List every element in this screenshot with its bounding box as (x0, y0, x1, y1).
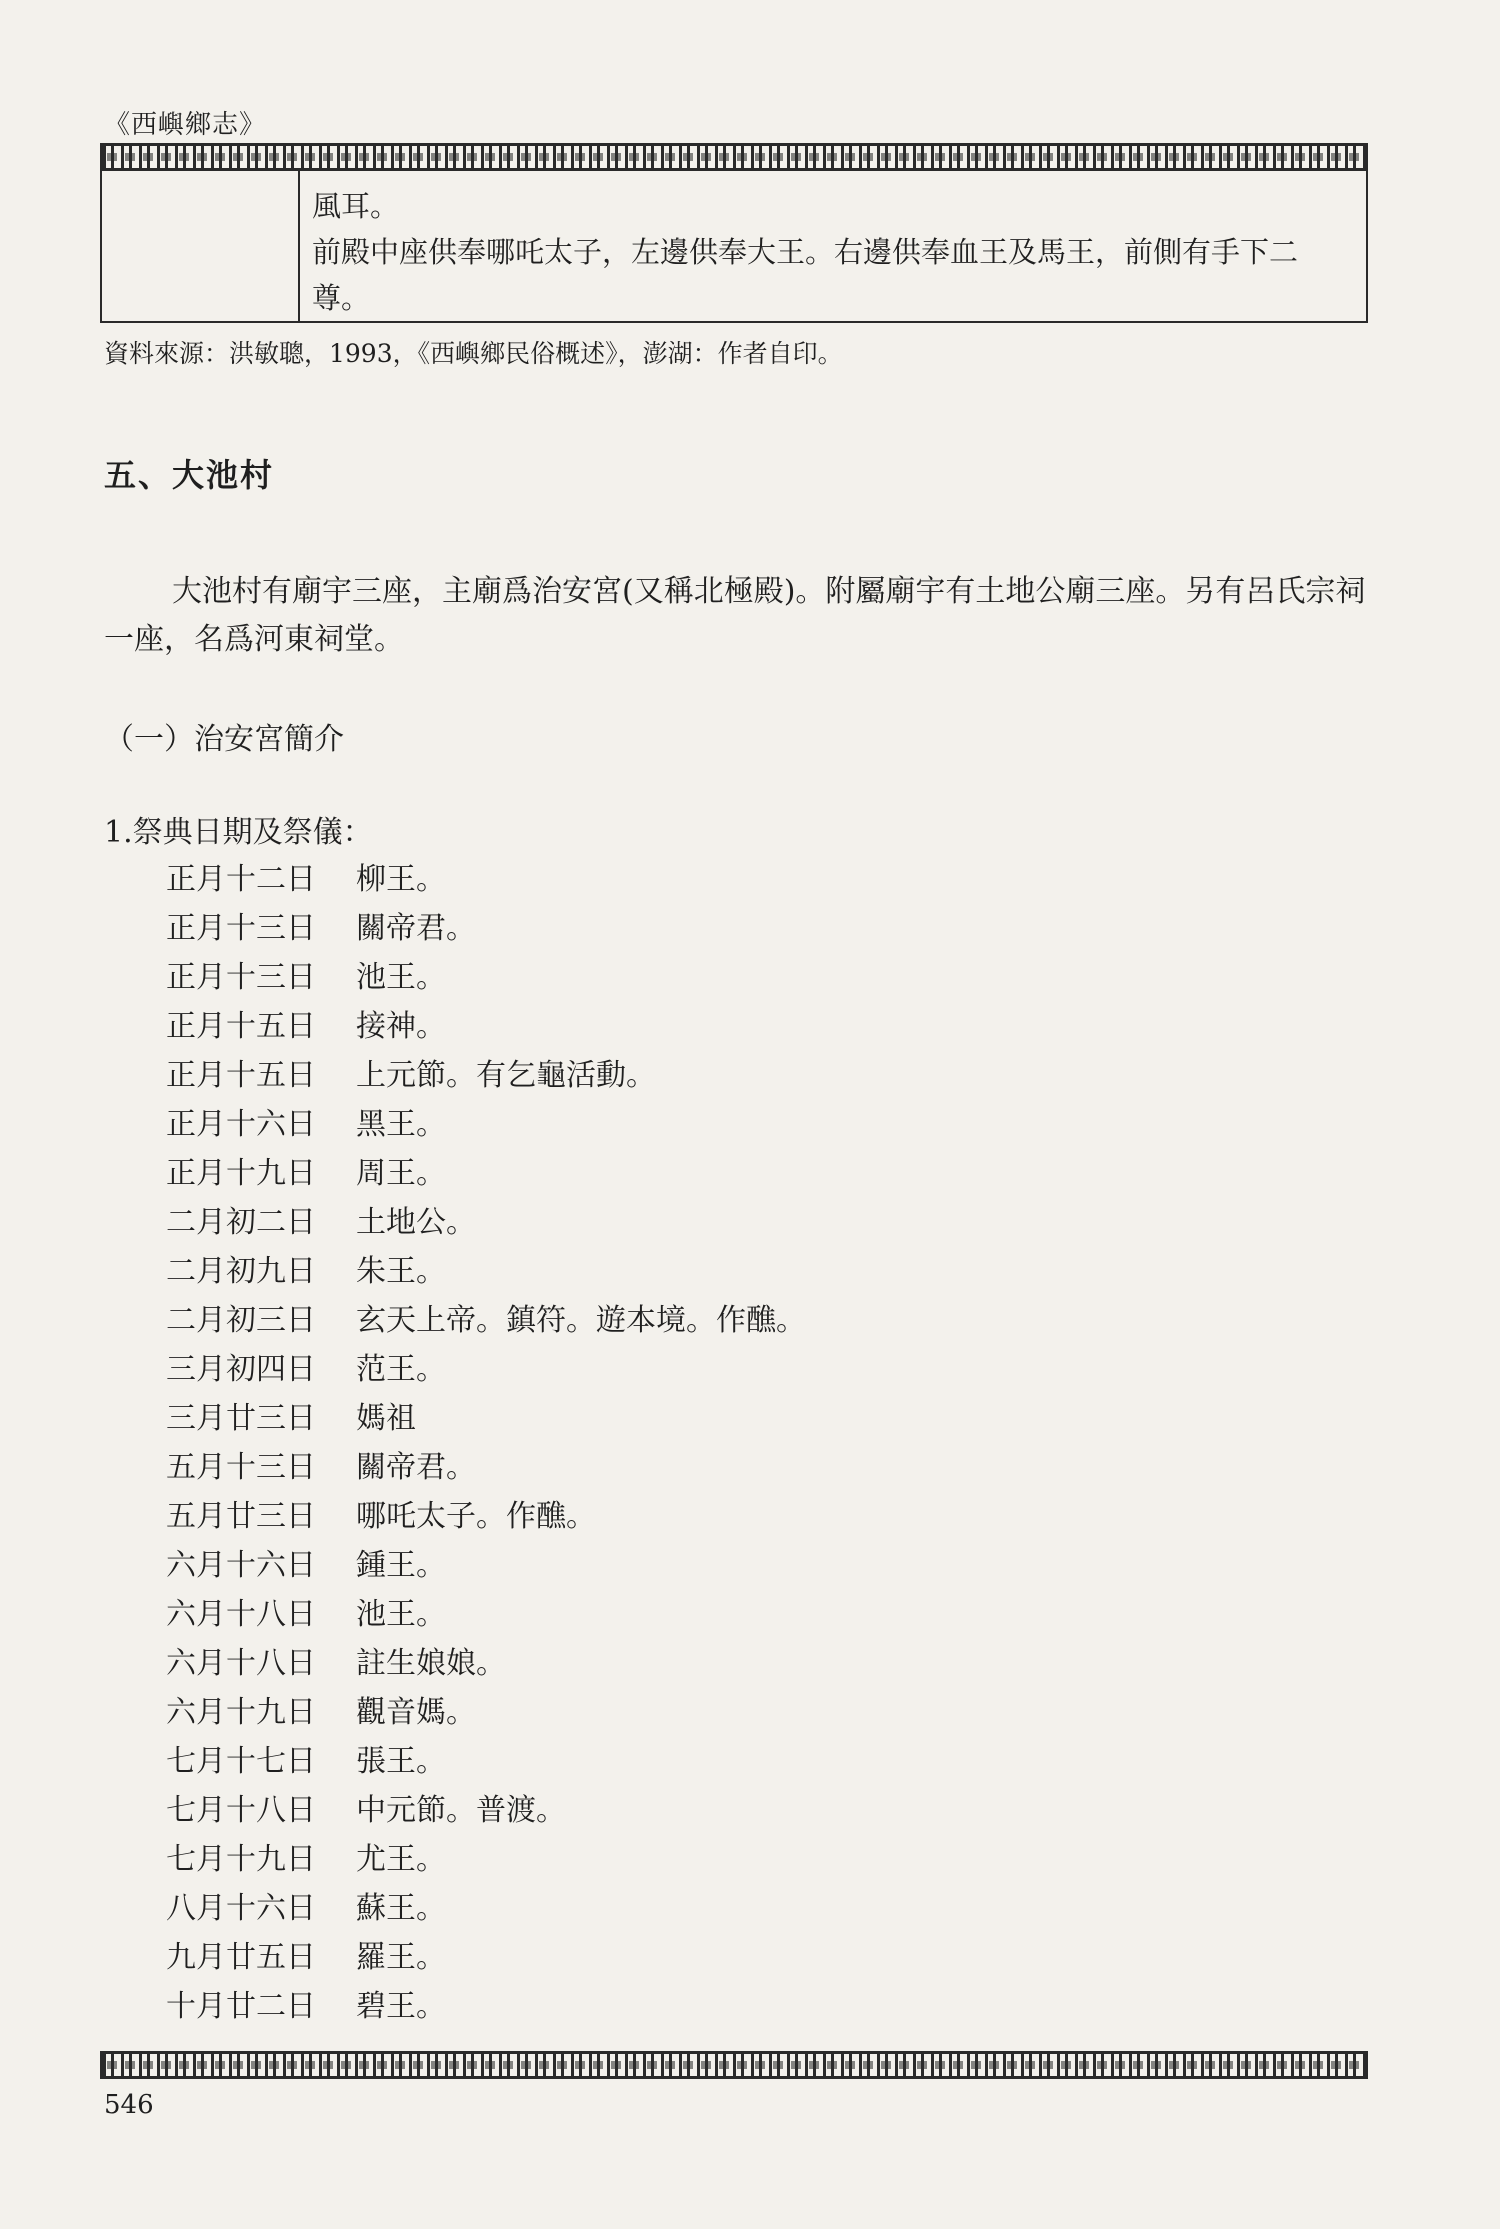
list-item (166, 1688, 806, 1737)
festival-event: 上元節。有乞龜活動。 (356, 1058, 656, 1093)
list-item (166, 1002, 806, 1051)
section-title: 五、大池村 (104, 456, 275, 494)
festival-event: 朱王。 (356, 1254, 446, 1289)
table-content-cell (300, 171, 1366, 321)
festival-event: 池王。 (356, 1597, 446, 1632)
intro-paragraph: 大池村有廟宇三座，主廟爲治安宮(又稱北極殿)。附屬廟宇有土地公廟三座。另有呂氏宗祠一座，名爲河東祠堂。 (104, 574, 1366, 657)
list-item (166, 1541, 806, 1590)
festival-date: 六月十八日 (166, 1646, 316, 1681)
festival-event: 接神。 (356, 1009, 446, 1044)
festival-date: 十月廿二日 (166, 1989, 316, 2024)
table-row: 風耳。 (312, 189, 400, 223)
festival-date: 五月十三日 (166, 1450, 316, 1485)
festival-event: 觀音媽。 (356, 1695, 476, 1730)
list-item (166, 1100, 806, 1149)
temple-info-table (100, 171, 1368, 323)
list-item (166, 1247, 806, 1296)
festival-event: 註生娘娘。 (356, 1646, 506, 1681)
festival-event: 哪吒太子。作醮。 (356, 1499, 596, 1534)
festival-event: 尤王。 (356, 1842, 446, 1877)
festival-event: 土地公。 (356, 1205, 476, 1240)
decorative-border-bottom (100, 2051, 1368, 2079)
decorative-border-top (100, 143, 1368, 171)
list-item (166, 1443, 806, 1492)
festival-event: 范王。 (356, 1352, 446, 1387)
festival-date: 六月十九日 (166, 1695, 316, 1730)
festival-event: 羅王。 (356, 1940, 446, 1975)
table-row: 尊。 (312, 281, 371, 315)
list-item (166, 1492, 806, 1541)
list-item (166, 1051, 806, 1100)
festival-event: 玄天上帝。鎮符。遊本境。作醮。 (356, 1303, 806, 1338)
festival-event: 蘇王。 (356, 1891, 446, 1926)
list-item (166, 1296, 806, 1345)
festival-date: 三月初四日 (166, 1352, 316, 1387)
list-item (166, 1933, 806, 1982)
festival-date: 七月十八日 (166, 1793, 316, 1828)
list-item (166, 1198, 806, 1247)
festival-date: 七月十九日 (166, 1842, 316, 1877)
list-item (166, 1639, 806, 1688)
festival-event: 張王。 (356, 1744, 446, 1779)
list-item (166, 1835, 806, 1884)
festival-event: 關帝君。 (356, 1450, 476, 1485)
festival-date: 五月廿三日 (166, 1499, 316, 1534)
festival-date: 正月十九日 (166, 1156, 316, 1191)
festival-date: 三月廿三日 (166, 1401, 316, 1436)
list-item (166, 1884, 806, 1933)
list-item (166, 1590, 806, 1639)
festival-event: 柳王。 (356, 862, 446, 897)
list-item (166, 953, 806, 1002)
festival-date: 正月十五日 (166, 1009, 316, 1044)
festival-event: 鍾王。 (356, 1548, 446, 1583)
festival-date: 正月十六日 (166, 1107, 316, 1142)
festival-event: 碧王。 (356, 1989, 446, 2024)
running-header: 《西嶼鄉志》 (104, 110, 267, 140)
festival-date: 六月十八日 (166, 1597, 316, 1632)
list-item (166, 855, 806, 904)
festival-date: 八月十六日 (166, 1891, 316, 1926)
table-row: 前殿中座供奉哪吒太子，左邊供奉大王。右邊供奉血王及馬王，前側有手下二 (312, 235, 1299, 269)
festival-date: 二月初九日 (166, 1254, 316, 1289)
list-item (166, 1345, 806, 1394)
festival-event: 周王。 (356, 1156, 446, 1191)
festival-date: 正月十五日 (166, 1058, 316, 1093)
festival-schedule (166, 855, 806, 2031)
festival-event: 關帝君。 (356, 911, 476, 946)
festival-date: 正月十三日 (166, 911, 316, 946)
festival-date: 九月廿五日 (166, 1940, 316, 1975)
festival-date: 六月十六日 (166, 1548, 316, 1583)
list-item (166, 1149, 806, 1198)
list-item (166, 1786, 806, 1835)
list-item (166, 1982, 806, 2031)
list-item (166, 904, 806, 953)
festival-date: 正月十三日 (166, 960, 316, 995)
festival-event: 黑王。 (356, 1107, 446, 1142)
list-item (166, 1737, 806, 1786)
page-number: 546 (104, 2090, 154, 2120)
list-heading: 1.祭典日期及祭儀： (104, 815, 373, 850)
festival-event: 中元節。普渡。 (356, 1793, 566, 1828)
subsection-title: （一）治安宮簡介 (104, 722, 344, 757)
festival-event: 媽祖 (356, 1401, 416, 1436)
list-item (166, 1394, 806, 1443)
source-citation: 資料來源：洪敏聰，1993，《西嶼鄉民俗概述》，澎湖：作者自印。 (104, 339, 843, 368)
festival-event: 池王。 (356, 960, 446, 995)
festival-date: 二月初三日 (166, 1303, 316, 1338)
festival-date: 正月十二日 (166, 862, 316, 897)
festival-date: 七月十七日 (166, 1744, 316, 1779)
table-label-cell (102, 171, 300, 321)
festival-date: 二月初二日 (166, 1205, 316, 1240)
